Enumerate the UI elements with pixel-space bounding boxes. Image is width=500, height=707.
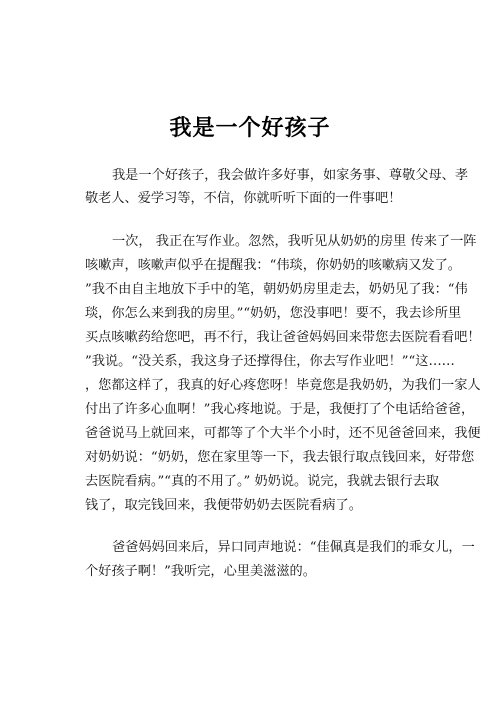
- paragraph-3-line-2: 个好孩子啊！”我听完，心里美滋滋的。: [85, 564, 316, 579]
- paragraph-3-line-1: 爸爸妈妈回来后，异口同声地说：“佳佩真是我们的乖女儿，一: [112, 540, 475, 555]
- paragraph-1-line-1: 我是一个好孩子，我会做许多好事，如家务事、尊敬父母、孝: [112, 168, 469, 183]
- paragraph-1-line-2: 敬老人、爱学习等，不信，你就听听下面的一件事吧！: [85, 191, 402, 206]
- paragraph-2-line-7: ，您都这样了，我真的好心疼您呀！毕竟您是我奶奶，为我们一家人: [85, 378, 481, 393]
- paragraph-2-line-12: 钱了，取完钱回来，我便带奶奶去医院看病了。: [85, 498, 362, 513]
- paragraph-2-line-6: ”我说。“没关系，我这身子还撑得住，你去写作业吧！”“这……: [85, 354, 455, 369]
- paragraph-2-line-3: ”我不由自主地放下手中的笔，朝奶奶房里走去，奶奶见了我：“伟: [85, 282, 468, 297]
- paragraph-2-line-1: 一次， 我正在写作业。忽然，我听见从奶奶的房里 传来了一阵: [112, 234, 477, 249]
- paragraph-2-line-9: 爸爸说马上就回来，可都等了个大半个小时，还不见爸爸回来，我便: [85, 426, 481, 441]
- document-title: 我是一个好孩子: [169, 116, 331, 141]
- paragraph-2-line-8: 付出了许多心血啊！”我心疼地说。于是，我便打了个电话给爸爸，: [85, 402, 475, 417]
- paragraph-2-line-11: 去医院看病。”“真的不用了。” 奶奶说。说完，我就去银行去取: [85, 474, 440, 489]
- paragraph-2-line-5: 买点咳嗽药给您吧，再不行，我让爸爸妈妈回来带您去医院看看吧！: [85, 330, 481, 345]
- paragraph-2-line-2: 咳嗽声，咳嗽声似乎在提醒我：“伟琰，你奶奶的咳嗽病又发了。: [85, 258, 461, 273]
- paragraph-2-line-10: 对奶奶说：“奶奶，您在家里等一下，我去银行取点钱回来，好带您: [85, 450, 475, 465]
- paragraph-2-line-4: 琰，你怎么来到我的房里。”“奶奶，您没事吧！要不，我去诊所里: [85, 306, 462, 321]
